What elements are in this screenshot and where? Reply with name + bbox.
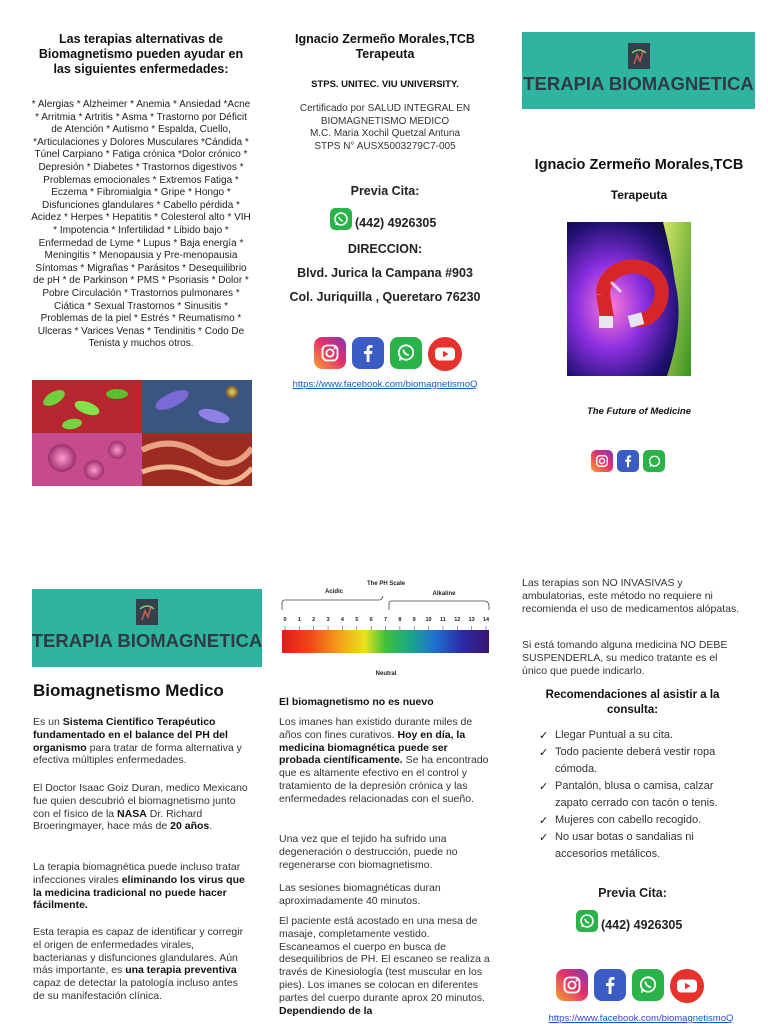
ph-tick-label: 3 bbox=[326, 617, 330, 623]
list-item: ✓ Todo paciente deberá vestir ropa cómoda. bbox=[539, 744, 749, 778]
text-run: El Doctor Isaac Goiz Duran, medico Mexicano fue quien descubrió el biomagnetismo junto con el físico de la bbox=[33, 782, 248, 820]
text-run: La terapia biomagnética puede incluso tratar infecciones virales bbox=[33, 861, 241, 886]
certification bbox=[280, 103, 490, 153]
youtube-icon[interactable] bbox=[670, 969, 704, 1003]
logo-banner-2 bbox=[32, 589, 262, 667]
diseases-list: * Alergias * Alzheimer * Anemia * Ansiedad *Acne * Arritmia * Artritis * Asma * Trastorno por Déficit de Atención * Autismo * Espalda, Cuello, *Articulaciones y Dolores Musculares *Cándida * Túnel Carpiano * Fatiga crónica *Dolor crónico * Depresión * Diabetes * Trastornos digestivos * Problemas emocionales * Extremos Fatiga * Eczema * Fibromialgia * Gripe * Hongo * Disfunciones glandulares * Cabello pérdida * Acidez * Herpes * Hepatitis * Colesterol alto * VIH * Impotencia * Infertilidad * Libido bajo * Enfermedad de Lyme * Lupus * Baja energía * Meningitis * Menopausia y Pre-menopausia Síntomas * Migrañas * Parásitos * Desequilibrio de pH * de Parkinson * PMS * Psoriasis * Dolor * Pobre Circulación * Trastornos pulmonares * Ciática * Sexual Trastornos * Sinusitis * Problemas de la piel * Estrés * Reumatismo * Ulceras * Varices Venas * Tendinitis * Codo De Tenista y muchos otros. bbox=[31, 99, 251, 350]
text-run: para tratar de forma alternativa y efectiva múltiples enfermedades. bbox=[33, 741, 242, 767]
ph-alkaline-label: Alkaline bbox=[432, 591, 456, 597]
appointment-label: Previa Cita: bbox=[598, 886, 667, 900]
logo-text: TERAPIA BIOMAGNETICA bbox=[523, 73, 754, 94]
virus-paragraph bbox=[33, 861, 249, 912]
facebook-link[interactable]: https://www.facebook.com/biomagnetismoQ bbox=[548, 1013, 734, 1024]
section-title: Biomagnetismo Medico bbox=[33, 681, 224, 700]
therapist-role-cover: Terapeuta bbox=[610, 188, 668, 202]
text-run-bold: Dependiendo de la bbox=[279, 1004, 373, 1017]
ph-title: The PH Scale bbox=[366, 581, 406, 587]
ph-tick-label: 9 bbox=[412, 617, 416, 623]
text-run: capaz de detectar la patología incluso antes de su manifestación clínica. bbox=[33, 977, 238, 1002]
ph-tick-label: 11 bbox=[440, 617, 446, 623]
facebook-link[interactable]: https://www.facebook.com/biomagnetismoQ bbox=[292, 379, 478, 390]
whatsapp-icon[interactable] bbox=[330, 208, 352, 230]
list-item: ✓ Llegar Puntual a su cita. bbox=[539, 727, 749, 744]
sessions-paragraph: Las sesiones biomagnéticas duran aproximadamente 40 minutos. bbox=[279, 882, 441, 907]
ph-tick-label: 0 bbox=[283, 617, 287, 623]
text-run-bold: una terapia preventiva bbox=[125, 964, 237, 977]
text-run-bold: NASA bbox=[117, 807, 147, 820]
universities: STPS. UNITEC. VIU UNIVERSITY. bbox=[311, 79, 459, 90]
text-run-bold: Sistema Científico Terapéutico fundamentado en el balance del PH del organismo bbox=[33, 716, 228, 754]
phone-row[interactable] bbox=[576, 910, 726, 932]
whatsapp-icon[interactable] bbox=[643, 450, 665, 472]
history-paragraph bbox=[33, 782, 249, 833]
medication-paragraph: Si está tomando alguna medicina NO DEBE SUSPENDERLA, su medico tratante es el único que puede indicarlo. bbox=[522, 639, 728, 677]
list-item: ✓ Pantalón, blusa o camisa, calzar zapato cerrado con tacón o tenis. bbox=[539, 778, 749, 812]
cert-line-2: BIOMAGNETISMO MEDICO bbox=[320, 115, 450, 127]
whatsapp-icon[interactable] bbox=[632, 969, 664, 1001]
image-caption: The Future of Medicine bbox=[587, 406, 691, 417]
recommendations-list bbox=[539, 727, 749, 863]
address-label: DIRECCION: bbox=[347, 242, 423, 256]
ph-acidic-label: Acidic bbox=[324, 589, 344, 595]
ph-neutral-label: Neutral bbox=[375, 671, 397, 677]
facebook-icon[interactable] bbox=[594, 969, 626, 1001]
ph-tick-label: 10 bbox=[425, 617, 432, 623]
logo-text: TERAPIA BIOMAGNETICA bbox=[32, 630, 262, 651]
text-run: Dr. Richard Broeringmayer, hace más de bbox=[33, 807, 203, 833]
cert-line-3: M.C. Maria Xochil Quetzal Antuna bbox=[309, 128, 461, 139]
address-city: Col. Juriquilla , Queretaro 76230 bbox=[289, 290, 481, 304]
ph-tick-label: 7 bbox=[383, 617, 388, 623]
ph-scale-image bbox=[279, 576, 494, 680]
ph-tick-labels bbox=[283, 617, 490, 630]
ph-tick-label: 1 bbox=[297, 617, 301, 623]
text-run: Es un bbox=[33, 716, 63, 728]
tissue-paragraph: Una vez que el tejido ha sufrido una degeneración o destrucción, puede no regenerarse con biomagnetismo. bbox=[279, 833, 458, 871]
logo-banner bbox=[522, 32, 755, 109]
procedure-paragraph bbox=[279, 915, 491, 1017]
intro-paragraph bbox=[33, 716, 249, 767]
list-item: ✓ No usar botas o sandalias ni accesorios metálicos. bbox=[539, 829, 749, 863]
text-run: Esta terapia es capaz de identificar y corregir el origen de enfermedades virales, bacterianas y disfunciones glandulares. Aún más importante, es bbox=[33, 926, 244, 977]
whatsapp-icon[interactable] bbox=[390, 337, 422, 369]
phone-row[interactable] bbox=[330, 208, 460, 230]
ph-tick-label: 6 bbox=[369, 617, 373, 623]
recommendations-heading: Recomendaciones al asistir a la consulta: bbox=[545, 689, 720, 716]
whatsapp-icon[interactable] bbox=[576, 910, 598, 932]
text-run: Se ha encontrado que es altamente efectivo en el control y tratamiento de la depresión crónica y las enfermedades relacionadas con el sueño. bbox=[279, 754, 489, 805]
youtube-icon[interactable] bbox=[428, 337, 462, 371]
ph-tick-label: 5 bbox=[355, 617, 359, 623]
phone-number[interactable]: (442) 4926305 bbox=[601, 918, 683, 932]
text-run-bold: 20 años bbox=[170, 820, 210, 833]
prevention-paragraph bbox=[33, 926, 249, 1003]
magnet-image bbox=[567, 222, 691, 376]
ph-tick-label: 2 bbox=[312, 617, 316, 623]
address-street: Blvd. Jurica la Campana #903 bbox=[297, 266, 473, 280]
cert-line-4: STPS N° AUSX5003279C7-005 bbox=[314, 140, 456, 152]
therapist-role: Terapeuta bbox=[355, 47, 415, 61]
text-run: . bbox=[209, 820, 213, 833]
ph-tick-label: 8 bbox=[398, 617, 402, 623]
text-run-bold: Hoy en día, la medicina biomagnética puede ser probada científicamente. bbox=[279, 728, 466, 767]
list-item: ✓ Mujeres con cabello recogido. bbox=[539, 812, 749, 829]
microbes-photo bbox=[32, 380, 252, 486]
instagram-icon[interactable] bbox=[591, 450, 613, 472]
therapist-name: Ignacio Zermeño Morales,TCB bbox=[295, 32, 475, 46]
instagram-icon[interactable] bbox=[556, 969, 588, 1001]
social-icons bbox=[314, 337, 462, 371]
ph-tick-label: 4 bbox=[340, 617, 344, 623]
ph-tick-label: 12 bbox=[454, 617, 461, 623]
magnets-paragraph bbox=[279, 716, 491, 806]
social-icons-cover bbox=[591, 450, 665, 472]
facebook-icon[interactable] bbox=[352, 337, 384, 369]
text-run: El paciente está acostado en una mesa de masaje, completamente vestido. Escaneamos el cuerpo en busca de desequilibrios de PH. El escaneo se realiza a través de Kinesiología (test muscular en los pies). Los imanes se colocan en diferentes partes del cuerpo durante aprox 20 minutos. bbox=[279, 915, 490, 1004]
ph-tick-label: 14 bbox=[482, 617, 490, 623]
cert-line-1: Certificado por SALUD INTEGRAL EN bbox=[299, 103, 471, 114]
therapist-name-cover: Ignacio Zermeño Morales,TCB bbox=[534, 157, 744, 173]
appointment-label: Previa Cita: bbox=[350, 184, 420, 198]
non-invasive-paragraph: Las terapias son NO INVASIVAS y ambulatorias, este método no requiere ni recomienda el uso de medicamentos alópatas. bbox=[522, 577, 740, 615]
ph-tick-label: 13 bbox=[468, 617, 475, 623]
instagram-icon[interactable] bbox=[314, 337, 346, 369]
phone-number[interactable]: (442) 4926305 bbox=[355, 216, 437, 230]
text-run-bold: eliminando los virus que la medicina tradicional no puede hacer fácilmente. bbox=[33, 873, 245, 912]
facebook-icon[interactable] bbox=[617, 450, 639, 472]
social-icons bbox=[556, 969, 704, 1003]
section-heading: El biomagnetismo no es nuevo bbox=[279, 696, 434, 708]
diseases-heading: Las terapias alternativas de Biomagnetismo pueden ayudar en las siguientes enfermedades: bbox=[38, 32, 244, 76]
text-run: Los imanes han existido durante miles de años con fines curativos. bbox=[279, 716, 473, 741]
